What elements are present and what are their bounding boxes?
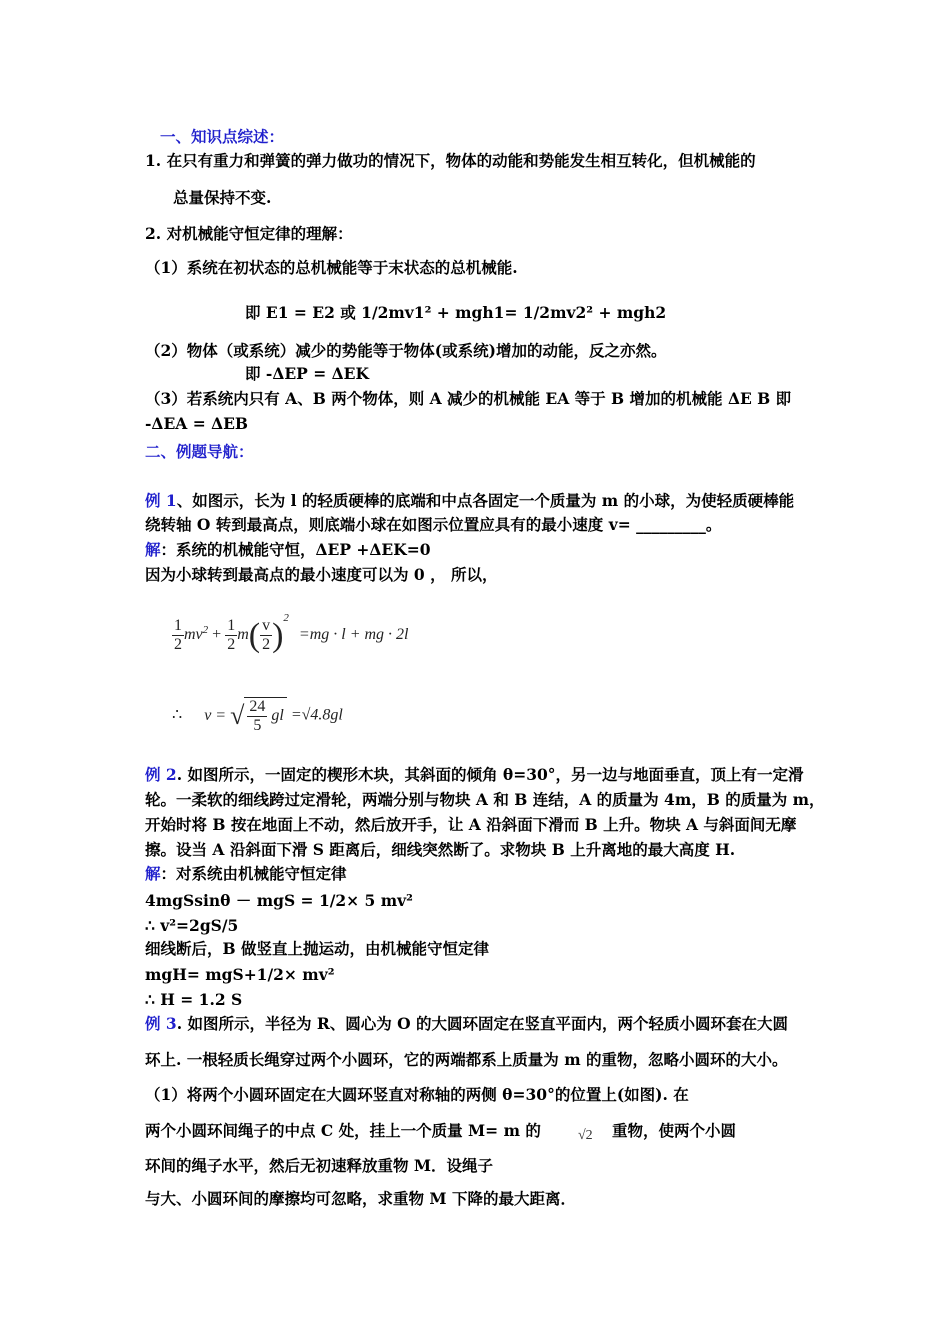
- ex3-line2: 环上. 一根轻质长绳穿过两个小圆环，它的两端都系上质量为 m 的重物，忽略小圆环的大小。: [145, 1050, 788, 1069]
- formula-result: ∴ v = √ $\frac{24}{5}$ gl =√4.8gl: [172, 698, 343, 734]
- ex2-line3: 开始时将 B 按在地面上不动，然后放开手，让 A 沿斜面下滑而 B 上升。物块 A 与斜面间无摩: [145, 815, 797, 834]
- frac-half: $\frac{1}{2}$: [174, 617, 182, 653]
- point3-formula: -ΔEA = ΔEB: [145, 414, 249, 433]
- ex3-line4a: 两个小圆环间绳子的中点 C 处，挂上一个质量 M= m 的: [145, 1121, 541, 1140]
- frac-24-5: $\frac{24}{5}$: [249, 698, 266, 734]
- ex2-line1: [145, 765, 804, 785]
- ex3-line6: 与大、小圆环间的摩擦均可忽略，求重物 M 下降的最大距离．: [145, 1189, 576, 1208]
- section2-title: 二、例题导航：: [145, 442, 254, 461]
- ex1-sol-text: ：系统的机械能守恒，ΔEP +ΔEK=0: [160, 540, 431, 559]
- ex2-solution: [145, 864, 347, 884]
- ex2-eq3: 细线断后，B 做竖直上抛运动，由机械能守恒定律: [145, 939, 489, 958]
- point3: （3）若系统内只有 A、B 两个物体，则 A 减少的机械能 EA 等于 B 增加的机械能 ΔE B 即: [145, 389, 792, 408]
- section1-title: 一、知识点综述：: [160, 127, 285, 146]
- ex1-text: 、如图示，长为 l 的轻质硬棒的底端和中点各固定一个质量为 m 的小球，为使轻质硬棒能: [176, 491, 795, 510]
- point1-formula: 即 E1 = E2 或 1/2mv1² + mgh1= 1/2mv2² + mgh2: [245, 303, 667, 322]
- frac-v-half: $\frac{v}{2}$: [262, 617, 271, 653]
- ex2-eq5: ∴ H = 1.2 S: [145, 990, 243, 1009]
- ex1-line2: 绕转轴 O 转到最高点，则底端小球在如图示位置应具有的最小速度 v= _________。: [145, 515, 722, 534]
- ex1-solution: [145, 540, 430, 560]
- ex1-solution-2: 因为小球转到最高点的最小速度可以为 0 ， 所以，: [145, 565, 498, 584]
- ex2-sol-label: 解: [145, 864, 161, 883]
- ex2-label: 例 2: [145, 765, 177, 784]
- ex3-line5: 环间的绳子水平，然后无初速释放重物 M．设绳子: [145, 1156, 494, 1175]
- ex3-line3: （1）将两个小圆环固定在大圆环竖直对称轴的两侧 θ=30°的位置上(如图). 在: [145, 1085, 689, 1104]
- ex2-eq2: ∴ v²=2gS/5: [145, 916, 239, 935]
- ex3-label: 例 3: [145, 1014, 177, 1033]
- point1: （1）系统在初状态的总机械能等于末状态的总机械能.: [145, 258, 518, 277]
- ex2-sol-text: ：对系统由机械能守恒定律: [160, 864, 347, 883]
- ex3-line4b: 重物，使两个小圆: [612, 1121, 737, 1140]
- frac-half-2: $\frac{1}{2}$: [227, 617, 236, 653]
- ex3-line1: [145, 1014, 788, 1034]
- formula-energy: $\frac{1}{2}$ $mv^2$ + $\frac{1}{2}$ m( $\frac{v}{2}$ )$^2$ =mg · l + mg · 2l: [174, 612, 409, 654]
- ex2-eq1: 4mgSsinθ － mgS = 1/2× 5 mv²: [145, 891, 413, 910]
- ex3-text: . 如图所示，半径为 R、圆心为 O 的大圆环固定在竖直平面内，两个轻质小圆环套在大圆: [176, 1014, 789, 1033]
- ex1-label: 例 1: [145, 491, 177, 510]
- item1-line2: 总量保持不变.: [173, 188, 272, 207]
- ex1-sol-label: 解: [145, 540, 161, 559]
- item2: 2. 对机械能守恒定律的理解：: [145, 224, 353, 243]
- ex2-line2: 轮。一柔软的细线跨过定滑轮，两端分别与物块 A 和 B 连结，A 的质量为 4m，B 的质量为 m，: [145, 790, 825, 809]
- point2: （2）物体（或系统）减少的势能等于物体(或系统)增加的动能，反之亦然。: [145, 341, 667, 360]
- ex3-sqrt2: √2: [578, 1128, 593, 1143]
- ex2-text: . 如图所示，一固定的楔形木块，其斜面的倾角 θ=30°，另一边与地面垂直，顶上有一定滑: [176, 765, 804, 784]
- point2-formula: 即 -ΔEP = ΔEK: [245, 364, 369, 383]
- ex2-line4: 擦。设当 A 沿斜面下滑 S 距离后，细线突然断了。求物块 B 上升离地的最大高度 H.: [145, 840, 736, 859]
- ex2-eq4: mgH= mgS+1/2× mv²: [145, 965, 335, 984]
- ex1-line1: [145, 491, 794, 511]
- item1-line1: 1. 在只有重力和弹簧的弹力做功的情况下，物体的动能和势能发生相互转化，但机械能的: [145, 151, 756, 170]
